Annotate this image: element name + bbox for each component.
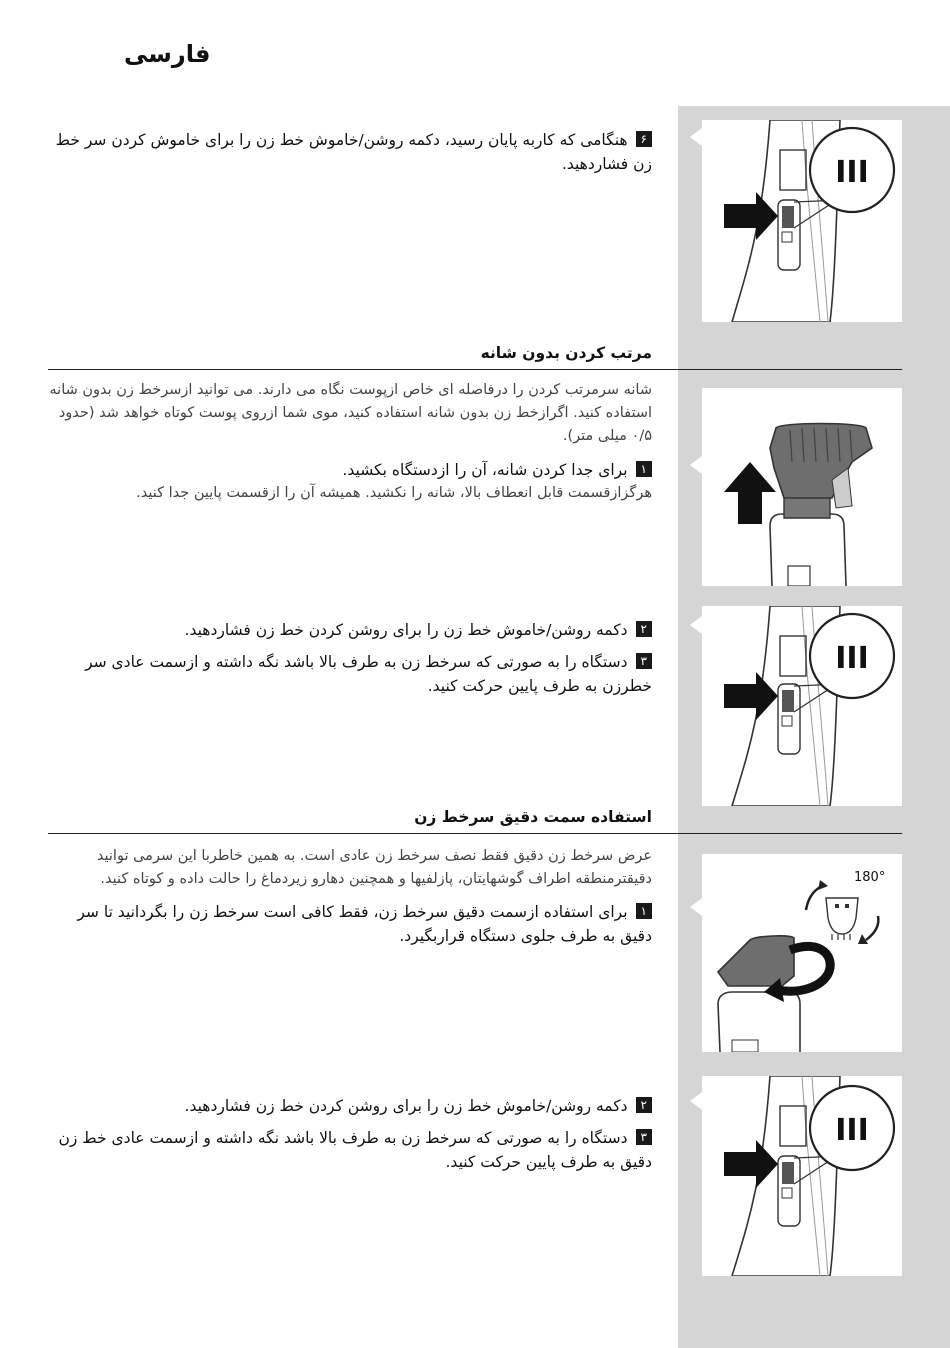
- step-2: [48, 618, 652, 642]
- section-heading: استفاده سمت دقیق سرخط زن: [414, 808, 652, 826]
- section-intro: شانه سرمرتب کردن را درفاصله ای خاص ازپوست نگاه می دارند. می توانید ازسرخط زن بدون شانه استفاده کنید. اگرازخط زن بدون شانه استفاده کنید، موی شما ازروی پوست کوتاه خواهد شد (حدود ۰/۵ میلی متر).: [49, 382, 652, 444]
- section-divider: [48, 833, 902, 834]
- illustration-press-button-1: [702, 120, 902, 322]
- step-1: [48, 458, 652, 482]
- step-text: برای استفاده ازسمت دقیق سرخط زن، فقط کافی است سرخط زن را بگردانید تا سر دقیق به طرف جلوی دستگاه قراربگیرد.: [77, 903, 652, 945]
- switch-symbol: III: [835, 155, 869, 190]
- illustration-remove-comb: [702, 388, 902, 586]
- switch-symbol: III: [835, 641, 869, 676]
- step-3: [48, 650, 652, 698]
- panel-pointer: [690, 898, 702, 916]
- step-number-badge: ۱: [636, 903, 652, 919]
- panel-pointer: [690, 128, 702, 146]
- step-text: برای جدا کردن شانه، آن را ازدستگاه بکشید.: [342, 461, 628, 479]
- panel-pointer: [690, 616, 702, 634]
- panel-pointer: [690, 456, 702, 474]
- section-intro: عرض سرخط زن دقیق فقط نصف سرخط زن عادی است. به همین خاطربا این سرمی توانید دقیقترمنطقه اطراف گوشهایتان، پازلفیها و همچنین دهارو زیردماغ را حالت داده و کوتاه کنید.: [96, 848, 652, 887]
- section-divider: [48, 369, 902, 370]
- step-number-badge: ۲: [636, 1097, 652, 1113]
- illustration-rotate-head: [702, 854, 902, 1052]
- step-note: هرگزازقسمت قابل انعطاف بالا، شانه را نکشید. همیشه آن را ازقسمت پایین جدا کنید.: [136, 485, 652, 501]
- step-3: [48, 1126, 652, 1174]
- step-2: [48, 1094, 652, 1118]
- arrow-up-icon: [724, 462, 776, 524]
- switch-symbol: III: [835, 1113, 869, 1148]
- step-6: [48, 128, 652, 176]
- arrow-right-icon: [724, 192, 778, 240]
- panel-pointer: [690, 1092, 702, 1110]
- arrow-right-icon: [724, 672, 778, 720]
- step-number-badge: ۳: [636, 653, 652, 669]
- page-title: فارسی: [124, 40, 211, 68]
- step-number-badge: ۶: [636, 131, 652, 147]
- illustration-press-button-2: [702, 606, 902, 806]
- illustration-press-button-3: [702, 1076, 902, 1276]
- step-number-badge: ۱: [636, 461, 652, 477]
- step-text: دکمه روشن/خاموش خط زن را برای روشن کردن خط زن فشاردهید.: [184, 1097, 628, 1115]
- step-1: [48, 900, 652, 948]
- step-text: دستگاه را به صورتی که سرخط زن به طرف بالا باشد نگه داشته و ازسمت عادی خط زن دقیق به طرف پایین حرکت کنید.: [58, 1129, 652, 1171]
- step-number-badge: ۳: [636, 1129, 652, 1145]
- step-text: هنگامی که کاربه پایان رسید، دکمه روشن/خاموش خط زن را برای خاموش کردن سر خط زن فشاردهید.: [55, 131, 652, 173]
- section-heading: مرتب کردن بدون شانه: [480, 344, 652, 362]
- step-text: دستگاه را به صورتی که سرخط زن به طرف بالا باشد نگه داشته و ازسمت عادی سر خطرزن به طرف پایین حرکت کنید.: [85, 653, 652, 695]
- step-number-badge: ۲: [636, 621, 652, 637]
- rotation-label: 180°: [854, 870, 886, 885]
- arrow-right-icon: [724, 1140, 778, 1188]
- step-text: دکمه روشن/خاموش خط زن را برای روشن کردن خط زن فشاردهید.: [184, 621, 628, 639]
